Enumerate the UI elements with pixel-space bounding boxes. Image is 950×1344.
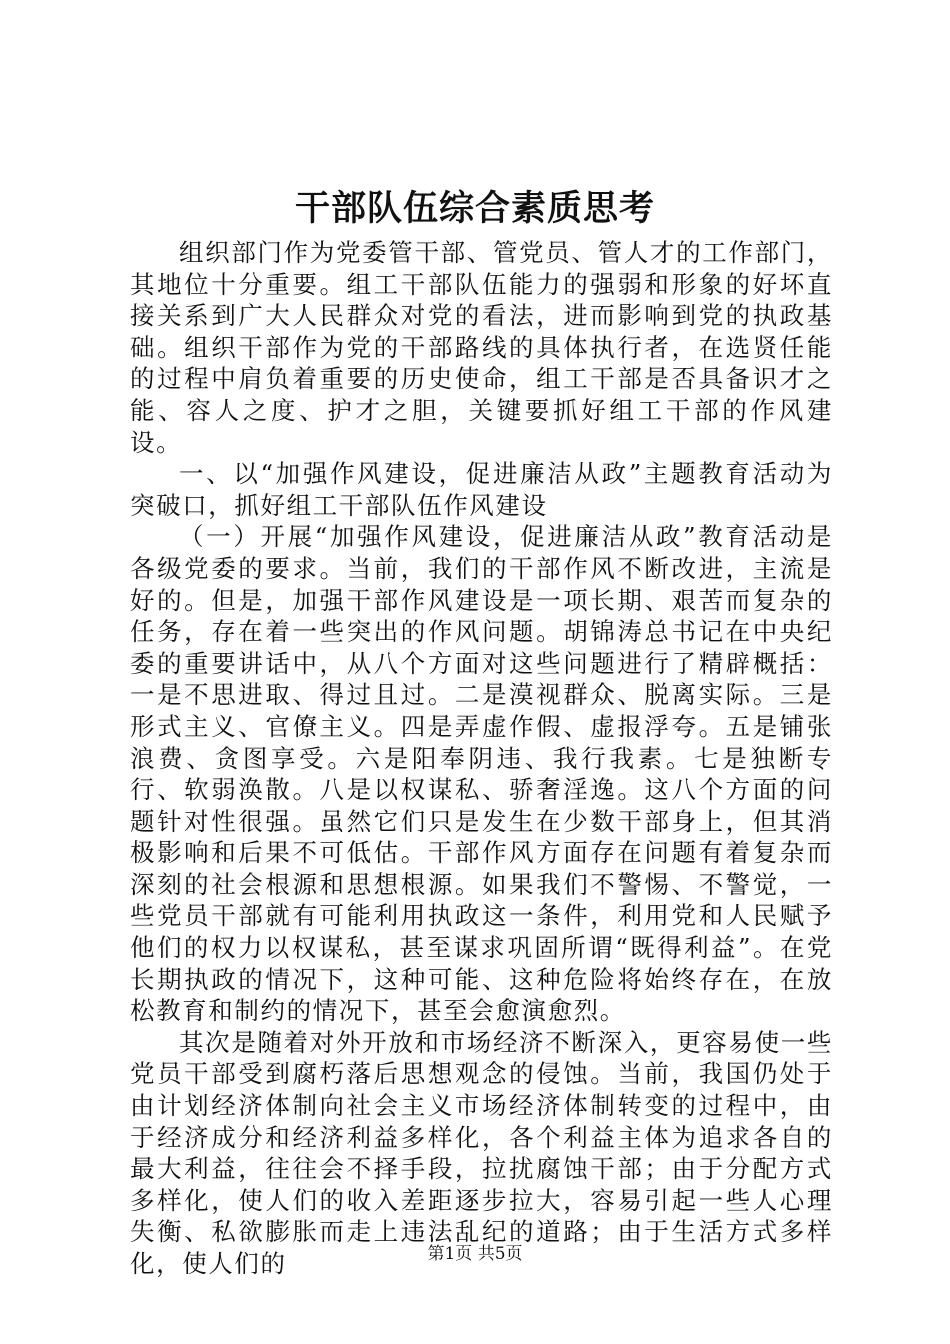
page-total: 共5页 [477, 1244, 523, 1264]
paragraph-secondly: 其次是随着对外开放和市场经济不断深入，更容易使一些党员干部受到腐朽落后思想观念的侵蚀。当前，我国仍处于由计划经济体制向社会主义市场经济体制转变的过程中，由于经济成分和经济利益多样化，各个利益主体为追求各自的最大利益，往往会不择手段，拉扰腐蚀干部；由于分配方式多样化，使人们的收入差距逐步拉大，容易引起一些人心理失衡、私欲膨胀而走上违法乱纪的道路；由于生活方式多样化，使人们的 [130, 1027, 833, 1278]
paragraph-intro: 组织部门作为党委管干部、管党员、管人才的工作部门，其地位十分重要。组工干部队伍能力的强弱和形象的好坏直接关系到广大人民群众对党的看法，进而影响到党的执政基础。组织干部作为党的干部路线的具体执行者，在选贤任能的过程中肩负着重要的历史使命，组工干部是否具备识才之能、容人之度、护才之胆，关键要抓好组工干部的作风建设。 [130, 238, 833, 457]
document-title: 干部队伍综合素质思考 [294, 188, 655, 229]
section-heading-1: 一、以“加强作风建设，促进廉洁从政”主题教育活动为突破口，抓好组工干部队伍作风建设 [130, 459, 833, 520]
document-body [130, 237, 833, 1280]
page-number: 第1页 [427, 1244, 473, 1264]
page-footer [0, 1242, 950, 1266]
paragraph-subsection-1: （一）开展“加强作风建设，促进廉洁从政”教育活动是各级党委的要求。当前，我们的干部作风不断改进，主流是好的。但是，加强干部作风建设是一项长期、艰苦而复杂的任务，存在着一些突出的作风问题。胡锦涛总书记在中央纪委的重要讲话中，从八个方面对这些问题进行了精辟概括：一是不思进取、得过且过。二是漠视群众、脱离实际。三是形式主义、官僚主义。四是弄虚作假、虚报浮夸。五是铺张浪费、贪图享受。六是阳奉阴违、我行我素。七是独断专行、软弱涣散。八是以权谋私、骄奢淫逸。这八个方面的问题针对性很强。虽然它们只是发生在少数干部身上，但其消极影响和后果不可低估。干部作风方面存在问题有着复杂而深刻的社会根源和思想根源。如果我们不警惕、不警觉，一些党员干部就有可能利用执政这一条件，利用党和人民赋予他们的权力以权谋私，甚至谋求巩固所谓“既得利益”。在党长期执政的情况下，这种可能、这种危险将始终存在，在放松教育和制约的情况下，甚至会愈演愈烈。 [130, 522, 833, 1026]
